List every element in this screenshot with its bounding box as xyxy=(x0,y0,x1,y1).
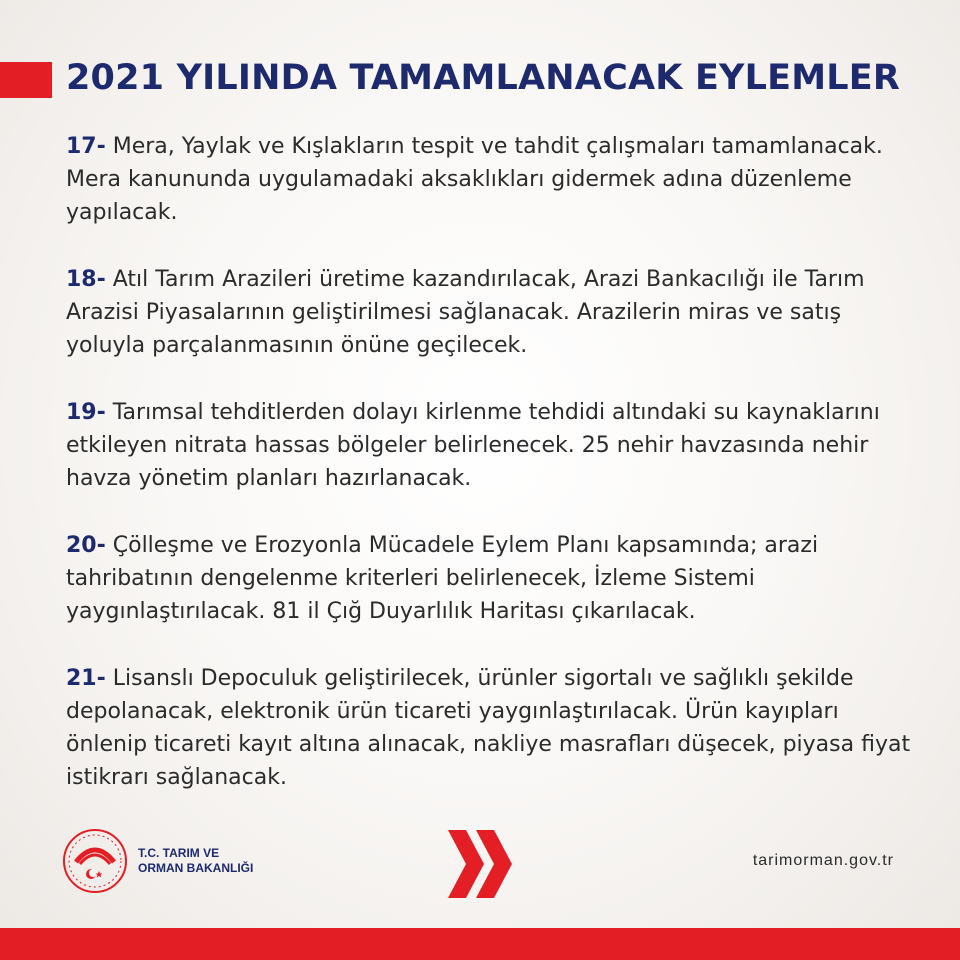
bottom-accent-bar xyxy=(0,928,960,960)
action-item-18 xyxy=(66,263,926,362)
item-text: Lisanslı Depoculuk geliştirilecek, ürünler sigortalı ve sağlıklı şekilde depolanacak, elektronik ürün ticareti yaygınlaştırılacak. Ürün kayıpları önlenip ticareti kayıt altına alınacak, nakliye masrafları düşecek, piyasa fiyat istikrarı sağlanacak. xyxy=(66,666,911,790)
item-number: 19- xyxy=(66,400,106,425)
title-accent-bar xyxy=(0,62,52,98)
ministry-name xyxy=(138,846,253,876)
item-number: 17- xyxy=(66,134,106,159)
action-list xyxy=(66,130,926,828)
chevron-right-icon xyxy=(446,828,516,900)
item-text: Mera, Yaylak ve Kışlakların tespit ve tahdit çalışmaları tamamlanacak. Mera kanununda uygulamadaki aksaklıkları gidermek adına düzenleme yapılacak. xyxy=(66,134,883,225)
item-text: Tarımsal tehditlerden dolayı kirlenme tehdidi altındaki su kaynaklarını etkileyen nitrata hassas bölgeler belirlenecek. 25 nehir havzasında nehir havza yönetim planları hazırlanacak. xyxy=(66,400,880,491)
ministry-seal-icon xyxy=(62,828,128,894)
item-number: 21- xyxy=(66,666,106,691)
ministry-logo xyxy=(62,828,253,894)
ministry-name-line1: T.C. TARIM VE xyxy=(138,846,220,860)
item-number: 18- xyxy=(66,267,106,292)
ministry-name-line2: ORMAN BAKANLIĞI xyxy=(138,861,254,875)
item-text: Çölleşme ve Erozyonla Mücadele Eylem Planı kapsamında; arazi tahribatının dengelenme kriterleri belirlenecek, İzleme Sistemi yaygınlaştırılacak. 81 il Çığ Duyarlılık Haritası çıkarılacak. xyxy=(66,533,819,624)
action-item-20 xyxy=(66,529,926,628)
action-item-21 xyxy=(66,662,926,794)
action-item-17 xyxy=(66,130,926,229)
page-title: 2021 YILINDA TAMAMLANACAK EYLEMLER xyxy=(66,58,900,98)
website-url: tarimorman.gov.tr xyxy=(752,852,894,869)
item-text: Atıl Tarım Arazileri üretime kazandırılacak, Arazi Bankacılığı ile Tarım Arazisi Piyasalarının geliştirilmesi sağlanacak. Arazilerin miras ve satış yoluyla parçalanmasının önüne geçilecek. xyxy=(66,267,865,358)
action-item-19 xyxy=(66,396,926,495)
item-number: 20- xyxy=(66,533,106,558)
